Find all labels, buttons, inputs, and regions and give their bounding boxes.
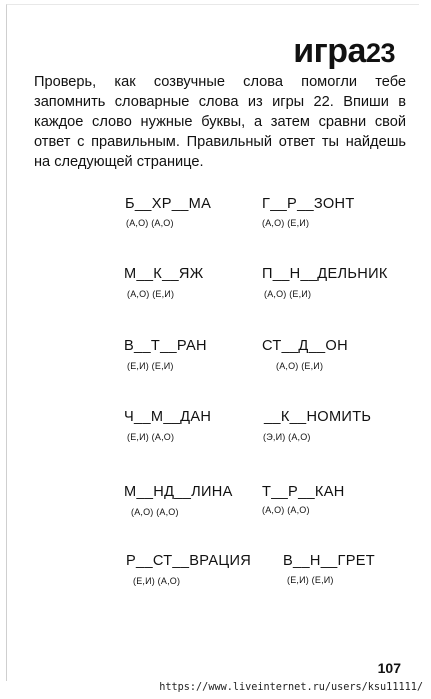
- exercise-word: СТ__Д__ОН: [262, 338, 348, 354]
- exercise-word: В__Т__РАН: [124, 338, 207, 354]
- game-header: [293, 32, 395, 71]
- exercise-hint: (Е,И) (Е,И): [287, 575, 334, 585]
- exercise-word: Г__Р__ЗОНТ: [262, 196, 355, 212]
- exercise-hint: (А,О) (Е,И): [264, 289, 312, 299]
- exercise-word: Р__СТ__ВРАЦИЯ: [126, 553, 252, 569]
- exercise-word: Т__Р__КАН: [262, 484, 345, 500]
- exercise-word: Ч__М__ДАН: [124, 409, 212, 425]
- page-number: 107: [377, 660, 401, 676]
- exercise-hint: (А,О) (А,О): [131, 507, 179, 517]
- exercise-hint: (А,О) (А,О): [126, 218, 174, 228]
- exercise-hint: (А,О) (А,О): [262, 505, 310, 515]
- exercise-hint: (А,О) (Е,И): [127, 289, 175, 299]
- exercise-word: П__Н__ДЕЛЬНИК: [262, 266, 388, 282]
- exercise-word: М__К__ЯЖ: [124, 266, 204, 282]
- exercise-hint: (Е,И) (Е,И): [127, 361, 174, 371]
- exercise-hint: (Э,И) (А,О): [263, 432, 311, 442]
- exercise-hint: (А,О) (Е,И): [262, 218, 310, 228]
- header-word: игра: [293, 32, 366, 70]
- exercise-hint: (Е,И) (А,О): [133, 576, 181, 586]
- instructions-text: Проверь, как созвучные слова помогли тебе запомнить словарные слова из игры 22. Впиши в каждое слово нужные буквы, а затем сравни свой ответ с правильным. Правильный ответ ты найдешь на следующей странице.: [34, 74, 406, 170]
- exercise-hint: (А,О) (Е,И): [276, 361, 324, 371]
- exercise-hint: (Е,И) (А,О): [127, 432, 175, 442]
- exercise-word: __К__НОМИТЬ: [264, 409, 372, 425]
- exercise-word: В__Н__ГРЕТ: [283, 553, 376, 569]
- exercise-word: М__НД__ЛИНА: [124, 484, 233, 500]
- header-number: 23: [365, 38, 395, 68]
- watermark-url: https://www.liveinternet.ru/users/ksu11111/: [159, 682, 423, 693]
- exercise-word: Б__ХР__МА: [125, 196, 212, 212]
